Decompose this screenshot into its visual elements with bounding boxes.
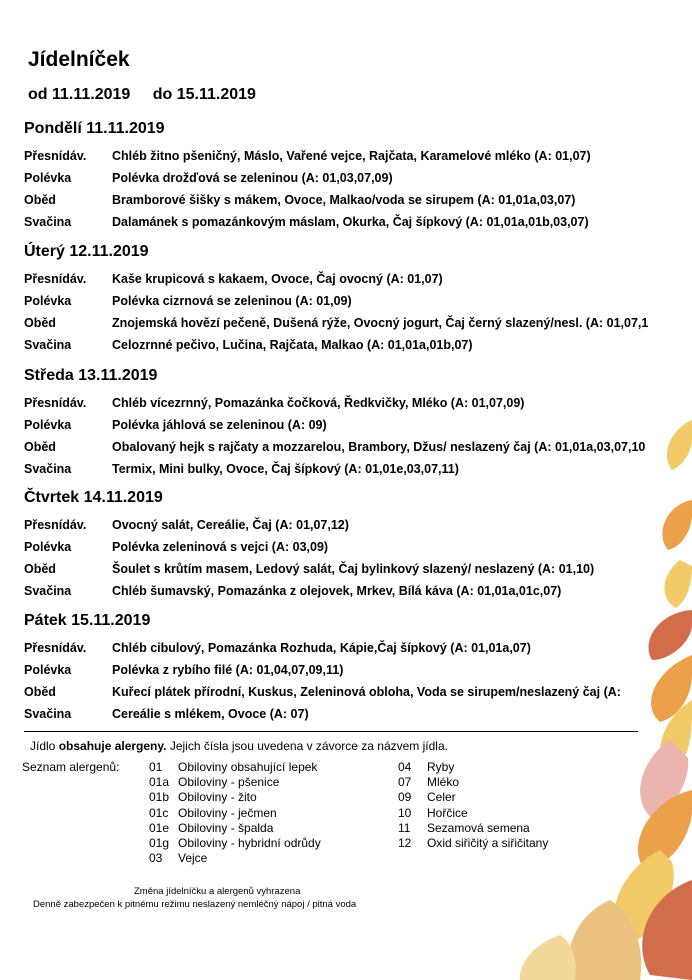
allergen-name: Ryby xyxy=(427,760,455,774)
meal-label: Oběd xyxy=(24,440,56,454)
leaf-icon xyxy=(520,935,576,980)
meal-label: Oběd xyxy=(24,193,56,207)
day-heading: Úterý 12.11.2019 xyxy=(24,243,149,260)
allergen-item xyxy=(149,775,321,790)
allergen-name: Obiloviny - pšenice xyxy=(178,775,280,790)
allergen-note: Jídlo obsahuje alergeny. Jejich čísla jsou uvedena v závorce za názvem jídla. xyxy=(30,739,448,753)
meal-label: Polévka xyxy=(24,418,72,432)
meal-label: Svačina xyxy=(24,584,72,598)
dish-text: Chléb žitno pšeničný, Máslo, Vařené vejce, Rajčata, Karamelové mléko (A: 01,07) xyxy=(112,149,591,163)
allergen-name: Obiloviny obsahující lepek xyxy=(178,760,318,774)
dish-text: Šoulet s krůtím masem, Ledový salát, Čaj bylinkový slazený/ neslazený (A: 01,10) xyxy=(112,562,595,576)
leaf-icon xyxy=(667,420,692,470)
dish-text: Polévka cizrnová se zeleninou (A: 01,09) xyxy=(112,294,352,308)
meal-label: Oběd xyxy=(24,316,56,330)
allergen-item xyxy=(149,851,321,866)
allergen-code: 03 xyxy=(149,851,163,866)
dish-text: Znojemská hovězí pečeně, Dušená rýže, Ovocný jogurt, Čaj černý slazený/nesl. (A: 01,07,1 xyxy=(112,316,649,330)
divider xyxy=(24,731,638,732)
allergen-code: 01c xyxy=(149,805,169,820)
meal-label: Přesnídáv. xyxy=(24,518,87,532)
allergen-name: Obiloviny - žito xyxy=(178,790,257,805)
leaf-icon xyxy=(651,655,692,722)
footer-drink-note: Denně zabezpečen k pitnému režimu neslazený nemléčný nápoj / pitná voda xyxy=(33,899,357,910)
allergen-name: Obiloviny - hybridní odrůdy xyxy=(178,836,321,851)
day-heading: Středa 13.11.2019 xyxy=(24,367,158,384)
allergen-item xyxy=(398,806,548,821)
allergen-item xyxy=(149,806,321,821)
dish-text: Chléb vícezrnný, Pomazánka čočková, Ředkvičky, Mléko (A: 01,07,09) xyxy=(112,396,525,410)
page-title: Jídelníček xyxy=(28,48,130,71)
allergen-item xyxy=(149,836,321,851)
meal-label: Přesnídáv. xyxy=(24,641,87,655)
allergen-code: 04 xyxy=(398,760,412,774)
allergen-item xyxy=(149,821,321,836)
allergen-code: 01b xyxy=(149,790,170,805)
date-from: od 11.11.2019 xyxy=(28,86,131,103)
allergen-name: Celer xyxy=(427,790,456,805)
allergen-name: Obiloviny - ječmen xyxy=(178,805,277,820)
meal-label: Přesnídáv. xyxy=(24,149,87,163)
allergen-code: 01e xyxy=(149,820,170,835)
leaf-icon xyxy=(638,790,692,870)
dish-text: Bramborové šišky s mákem, Ovoce, Malkao/voda se sirupem (A: 01,01a,03,07) xyxy=(112,193,576,207)
leaf-icon xyxy=(614,850,674,945)
dish-text: Chléb cibulový, Pomazánka Rozhuda, Kápie,Čaj šípkový (A: 01,01a,07) xyxy=(112,641,531,655)
dish-text: Termix, Mini bulky, Ovoce, Čaj šípkový (A: 01,01e,03,07,11) xyxy=(112,462,459,476)
allergen-item xyxy=(398,760,548,775)
allergen-list-label: Seznam alergenů: xyxy=(22,760,120,774)
allergen-item xyxy=(398,775,548,790)
allergen-code: 11 xyxy=(398,820,411,835)
meal-label: Polévka xyxy=(24,540,72,554)
allergen-name: Obiloviny - špalda xyxy=(178,820,274,835)
allergen-item xyxy=(149,790,321,805)
meal-label: Polévka xyxy=(24,663,72,677)
allergen-name: Oxid siřičitý a siřičitany xyxy=(427,836,549,851)
meal-label: Přesnídáv. xyxy=(24,272,87,286)
allergen-code: 01a xyxy=(149,775,170,790)
dish-text: Polévka z rybího filé (A: 01,04,07,09,11) xyxy=(112,663,344,677)
meal-label: Polévka xyxy=(24,294,72,308)
meal-label: Svačina xyxy=(24,462,72,476)
meal-label: Polévka xyxy=(24,171,72,185)
allergen-name: Mléko xyxy=(427,775,460,790)
meal-label: Oběd xyxy=(24,562,56,576)
leaf-icon xyxy=(642,880,692,980)
meal-label: Svačina xyxy=(24,707,72,721)
leaf-icon xyxy=(660,700,692,775)
dish-text: Kuřecí plátek přírodní, Kuskus, Zeleninová obloha, Voda se sirupem/neslazený čaj (A: xyxy=(112,685,621,699)
dish-text: Polévka drožďová se zeleninou (A: 01,03,07,09) xyxy=(112,171,393,185)
day-heading: Pondělí 11.11.2019 xyxy=(24,120,165,137)
leaf-icon xyxy=(664,560,692,608)
dish-text: Obalovaný hejk s rajčaty a mozzarelou, Brambory, Džus/ neslazený čaj (A: 01,01a,03,07,10 xyxy=(112,440,646,454)
allergen-item xyxy=(149,760,321,775)
leaf-icon xyxy=(648,610,692,660)
dish-text: Dalamánek s pomazánkovým máslam, Okurka, Čaj šípkový (A: 01,01a,01b,03,07) xyxy=(112,215,589,229)
allergen-name: Sezamová semena xyxy=(427,820,530,835)
dish-text: Chléb šumavský, Pomazánka z olejovek, Mrkev, Bílá káva (A: 01,01a,01c,07) xyxy=(112,584,562,598)
allergen-code: 07 xyxy=(398,775,412,790)
allergen-list-right xyxy=(398,760,548,851)
footer-change-note: Změna jídelníčku a alergenů vyhrazena xyxy=(134,886,301,897)
date-to: do 15.11.2019 xyxy=(152,86,256,103)
dish-text: Kaše krupicová s kakaem, Ovoce, Čaj ovocný (A: 01,07) xyxy=(112,272,443,286)
meal-label: Svačina xyxy=(24,338,72,352)
allergen-code: 01 xyxy=(149,760,163,774)
dish-text: Ovocný salát, Cereálie, Čaj (A: 01,07,12) xyxy=(112,518,349,532)
meal-label: Oběd xyxy=(24,685,56,699)
day-heading: Čtvrtek 14.11.2019 xyxy=(24,489,163,506)
dish-text: Polévka zeleninová s vejci (A: 03,09) xyxy=(112,540,329,554)
meal-label: Svačina xyxy=(24,215,72,229)
allergen-item xyxy=(398,836,548,851)
dish-text: Cereálie s mlékem, Ovoce (A: 07) xyxy=(112,707,309,721)
dish-text: Celozrnné pečivo, Lučina, Rajčata, Malkao (A: 01,01a,01b,07) xyxy=(112,338,473,352)
leaf-icon xyxy=(662,500,692,550)
allergen-list-left xyxy=(149,760,321,866)
day-heading: Pátek 15.11.2019 xyxy=(24,612,151,629)
allergen-code: 09 xyxy=(398,790,412,805)
allergen-code: 12 xyxy=(398,836,412,851)
allergen-code: 10 xyxy=(398,805,412,820)
allergen-item xyxy=(398,821,548,836)
dish-text: Polévka jáhlová se zeleninou (A: 09) xyxy=(112,418,327,432)
leaf-icon xyxy=(640,740,688,818)
allergen-name: Hořčice xyxy=(427,805,468,820)
allergen-name: Vejce xyxy=(178,851,208,866)
meal-label: Přesnídáv. xyxy=(24,396,87,410)
date-range xyxy=(28,86,256,104)
allergen-item xyxy=(398,790,548,805)
leaf-icon xyxy=(569,900,641,980)
allergen-code: 01g xyxy=(149,836,170,851)
